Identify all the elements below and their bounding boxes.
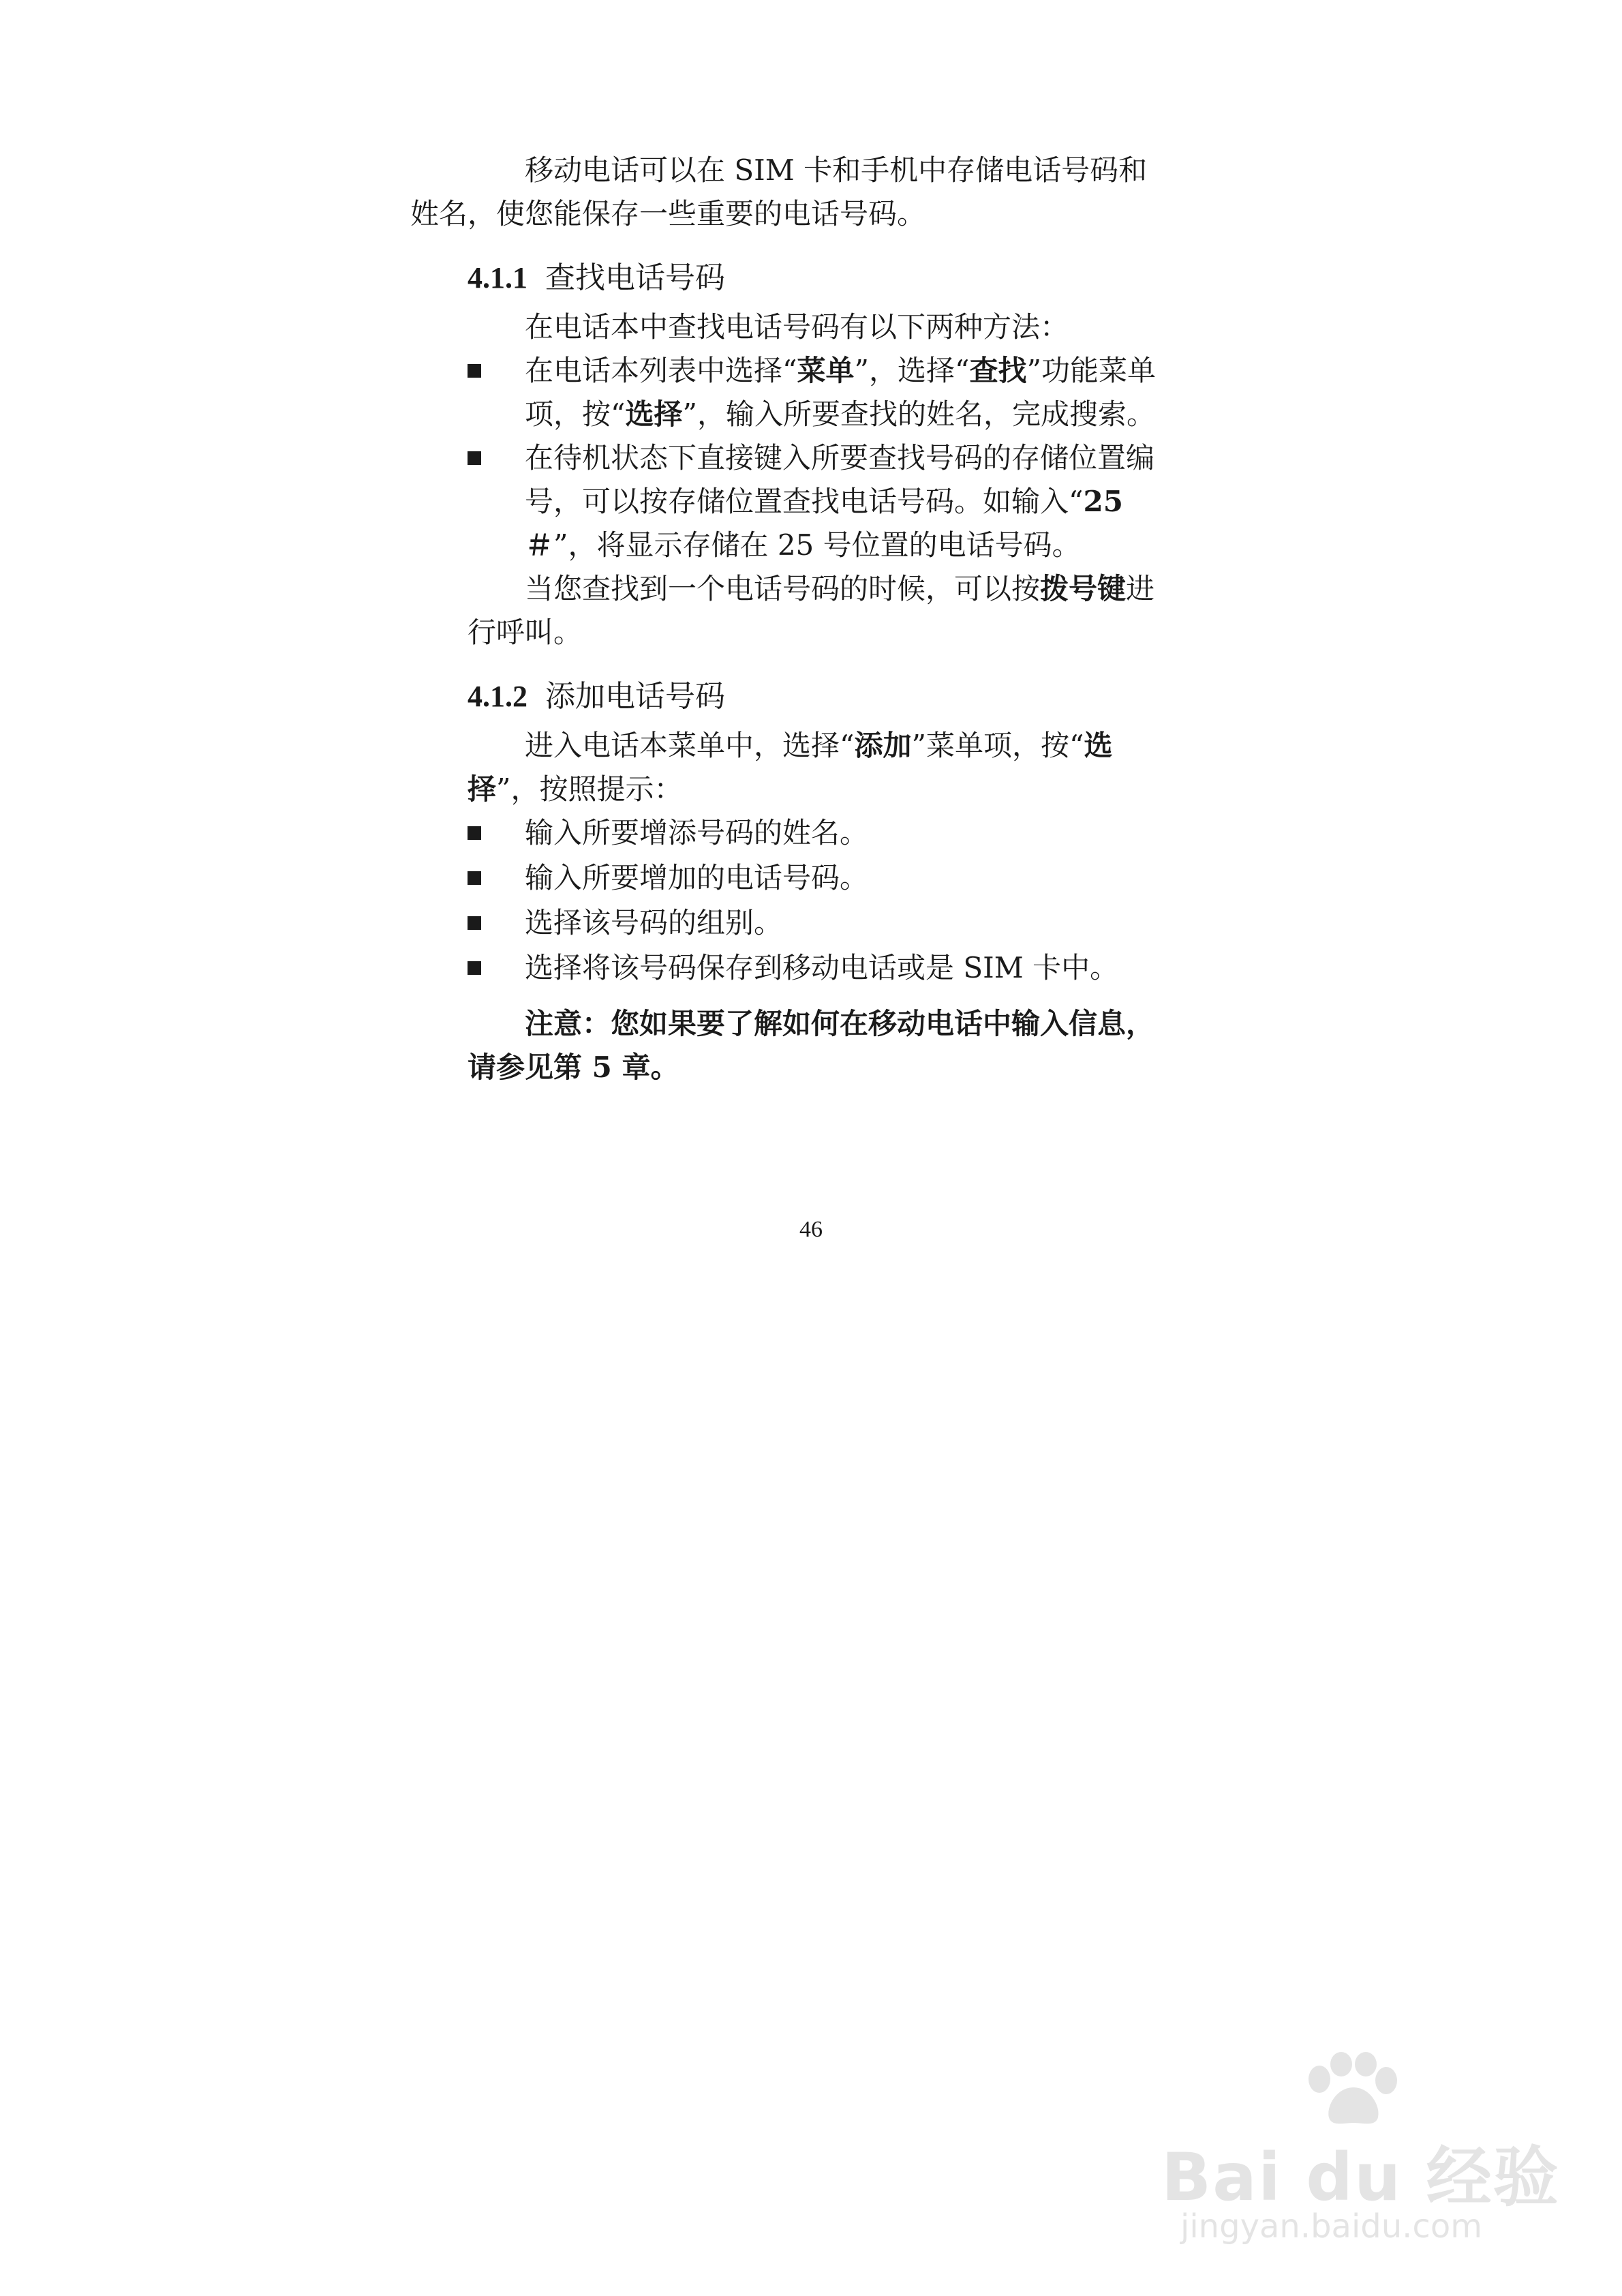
add-steps-list: [468, 811, 1160, 990]
section-heading-4-1-2: [468, 675, 1160, 719]
add-keyword: 添加: [854, 729, 912, 762]
square-bullet-icon: [468, 364, 481, 378]
baidu-paw-icon: [1299, 2052, 1401, 2127]
section-lead: 进入电话本菜单中，选择“添加”菜单项，按“选择”，按照提示：: [468, 729, 1113, 806]
section-title: 添加电话号码: [545, 679, 725, 714]
find-keyword: 查找: [969, 354, 1027, 387]
search-methods-list: [468, 349, 1160, 567]
section-heading-4-1-1: [468, 256, 1160, 300]
intro-line-2: 姓名，使您能保存一些重要的电话号码。: [410, 197, 926, 230]
list-item: 在电话本列表中选择“菜单”，选择“查找”功能菜单项，按“选择”，输入所要查找的姓名，完成搜索。: [468, 349, 1160, 436]
section-title: 查找电话号码: [545, 260, 725, 295]
list-item: 输入所要增加的电话号码。: [468, 856, 1160, 900]
list-item: 选择该号码的组别。: [468, 901, 1160, 945]
dial-key-keyword: 拨号键: [1040, 572, 1127, 605]
intro-paragraph: [410, 149, 1160, 236]
square-bullet-icon: [468, 826, 481, 840]
section-number: 4.1.1: [468, 261, 527, 294]
closing-paragraph: 当您查找到一个电话号码的时候，可以按拨号键进行呼叫。: [468, 572, 1155, 649]
list-item: 输入所要增添号码的姓名。: [468, 811, 1160, 855]
input-keyword: 25 ＃: [525, 485, 1123, 562]
square-bullet-icon: [468, 961, 481, 975]
intro-line-1: 移动电话可以在 SIM 卡和手机中存储电话号码和: [525, 153, 1148, 187]
page-number: 46: [799, 1217, 823, 1242]
square-bullet-icon: [468, 916, 481, 930]
page-content: [410, 149, 1160, 1089]
watermark-brand: Bai du 经验: [1161, 2139, 1560, 2216]
note-paragraph: 注意：您如果要了解如何在移动电话中输入信息，请参见第 5 章。: [468, 1007, 1155, 1084]
list-item: 选择将该号码保存到移动电话或是 SIM 卡中。: [468, 946, 1160, 990]
baidu-watermark: [1156, 2052, 1560, 2256]
section-lead: 在电话本中查找电话号码有以下两种方法：: [525, 310, 1069, 344]
select-keyword: 选择: [468, 729, 1113, 806]
square-bullet-icon: [468, 451, 481, 465]
section-number: 4.1.2: [468, 680, 527, 713]
select-keyword: 选择: [625, 397, 683, 431]
menu-keyword: 菜单: [797, 354, 855, 387]
square-bullet-icon: [468, 871, 481, 885]
watermark-url: jingyan.baidu.com: [1180, 2207, 1482, 2246]
list-item: 在待机状态下直接键入所要查找号码的存储位置编号，可以按存储位置查找电话号码。如输入“25 ＃”，将显示存储在 25 号位置的电话号码。: [468, 436, 1160, 567]
